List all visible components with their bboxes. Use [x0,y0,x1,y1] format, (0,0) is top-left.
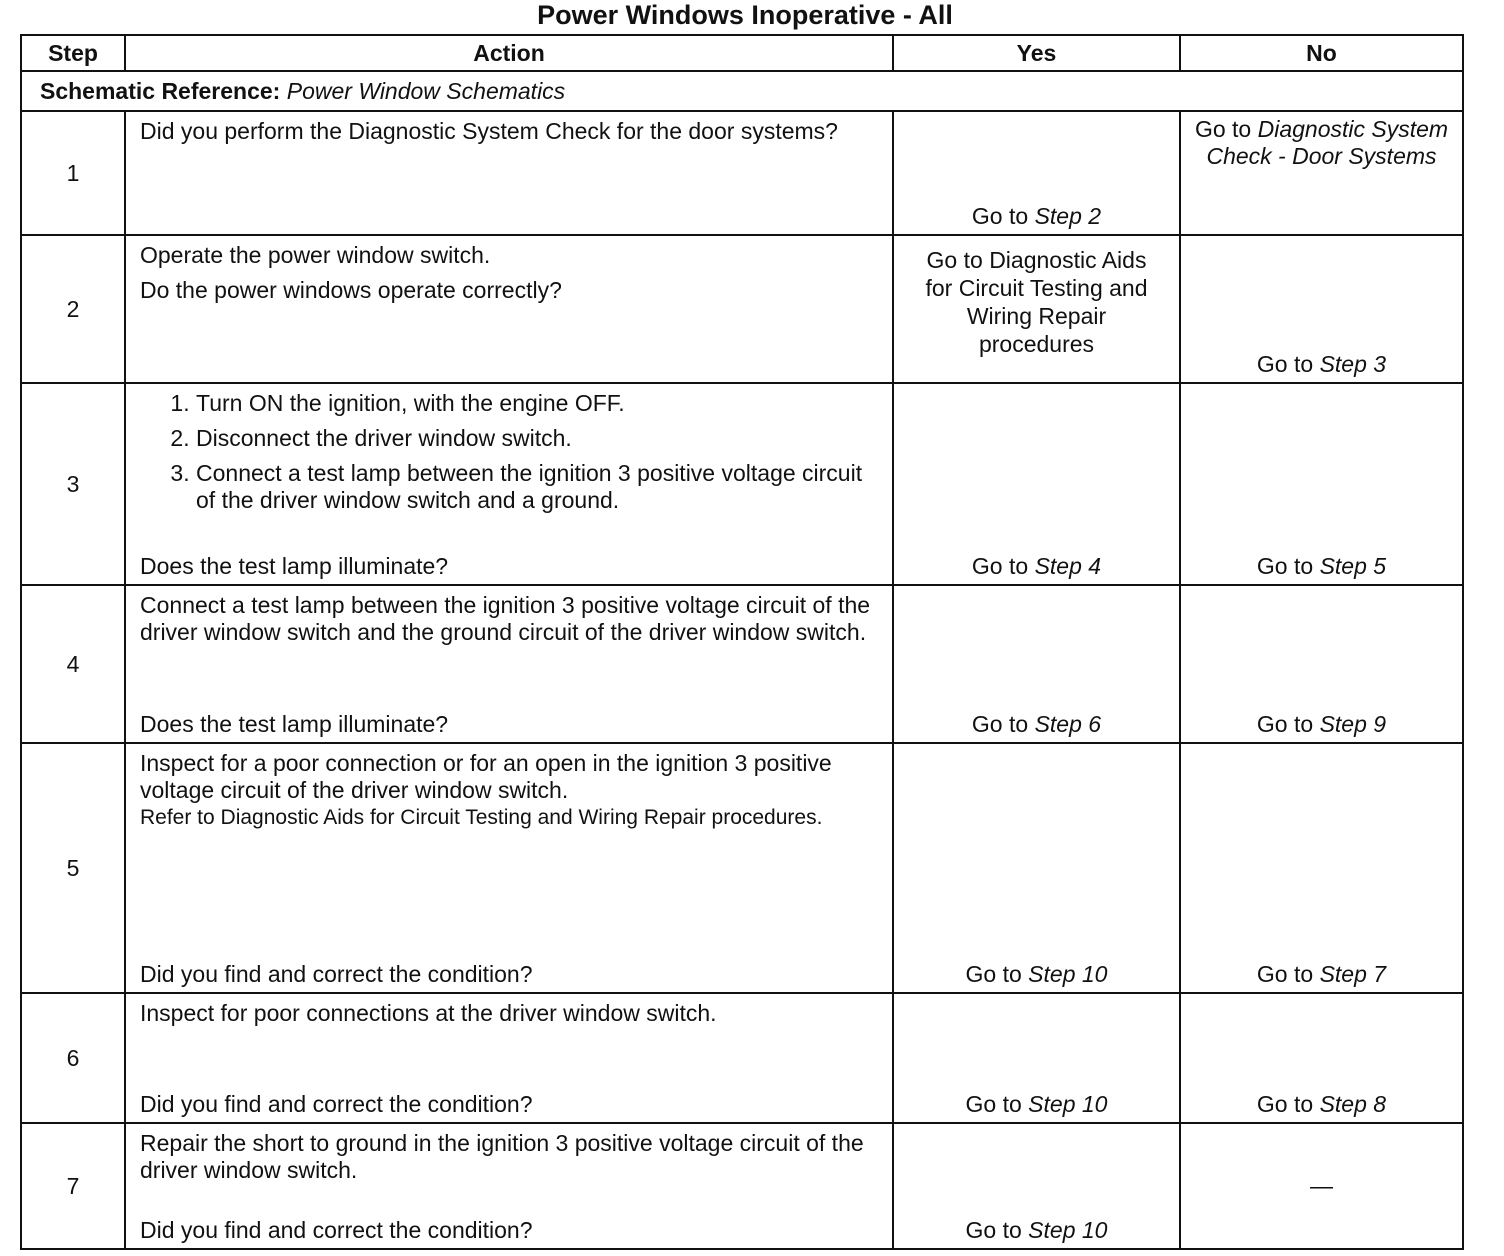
reference-note: Refer to Diagnostic Aids for Circuit Testing and Wiring Repair procedures. [140,806,823,829]
schematic-reference-link[interactable]: Power Window Schematics [286,78,566,104]
schematic-row [21,71,1463,111]
list-item: 1. Turn ON the ignition, with the engine OFF. [196,390,880,417]
step-number: 1 [21,111,125,235]
yes-goto[interactable]: Go to Step 6 [971,711,1102,737]
no-goto[interactable]: Go to Step 5 [1256,553,1387,579]
no-goto[interactable]: Go to Step 7 [1256,961,1387,987]
action-cell [125,1123,893,1249]
table-row [21,383,1463,585]
no-dash: — [1310,1172,1333,1199]
no-cell [1180,111,1463,235]
yes-cell [893,585,1180,743]
no-cell [1180,383,1463,585]
yes-goto[interactable]: Go to Step 10 [965,961,1108,987]
table-row [21,585,1463,743]
schematic-label: Schematic Reference: [40,78,281,104]
yes-cell [893,111,1180,235]
no-cell [1180,743,1463,993]
step-number: 2 [21,235,125,383]
header-action: Action [125,35,893,71]
no-cell [1180,1123,1463,1249]
no-cell [1180,993,1463,1123]
no-goto[interactable]: Go to Step 8 [1256,1091,1387,1117]
yes-cell [893,993,1180,1123]
action-text: Did you perform the Diagnostic System Check for the door systems? [140,118,838,144]
header-row [21,35,1463,71]
action-cell [125,743,893,993]
action-text: Connect a test lamp between the ignition 3 positive voltage circuit of the driver window switch and the ground circuit of the driver window switch. [140,592,871,645]
table-row [21,743,1463,993]
question-text: Did you find and correct the condition? [140,961,533,987]
step-number: 6 [21,993,125,1123]
header-yes: Yes [893,35,1180,71]
procedure-list [140,390,880,514]
action-text: Operate the power window switch. [140,242,491,268]
page-title: Power Windows Inoperative - All [537,0,953,30]
list-item: 2. Disconnect the driver window switch. [196,425,880,452]
list-item: 3. Connect a test lamp between the ignition 3 positive voltage circuit of the driver window switch and a ground. [196,460,880,514]
action-text: Inspect for poor connections at the driver window switch. [140,1000,717,1026]
action-cell [125,585,893,743]
action-cell [125,993,893,1123]
action-text: Inspect for a poor connection or for an open in the ignition 3 positive voltage circuit of the driver window switch. [140,750,832,803]
no-cell [1180,585,1463,743]
table-row [21,235,1463,383]
question-text: Do the power windows operate correctly? [140,277,562,303]
yes-goto[interactable]: Go to Step 10 [965,1091,1108,1117]
question-text: Did you find and correct the condition? [140,1217,533,1243]
action-text: Repair the short to ground in the ignition 3 positive voltage circuit of the driver window switch. [140,1130,864,1183]
no-goto[interactable]: Go to Step 9 [1256,711,1387,737]
yes-cell [893,1123,1180,1249]
table-row [21,993,1463,1123]
yes-cell [893,235,1180,383]
header-no: No [1180,35,1463,71]
yes-goto[interactable]: Go to Diagnostic Aids for Circuit Testing and Wiring Repair procedures [925,247,1148,357]
yes-goto[interactable]: Go to Step 10 [965,1217,1108,1243]
question-text: Does the test lamp illuminate? [140,711,449,737]
diagnostic-table [20,34,1464,1250]
question-text: Does the test lamp illuminate? [140,553,449,579]
step-number: 4 [21,585,125,743]
action-cell [125,383,893,585]
yes-cell [893,743,1180,993]
yes-goto[interactable]: Go to Step 2 [971,203,1102,229]
header-step: Step [21,35,125,71]
no-goto[interactable]: Go to Step 3 [1256,351,1387,377]
action-cell [125,111,893,235]
step-number: 3 [21,383,125,585]
step-number: 5 [21,743,125,993]
question-text: Did you find and correct the condition? [140,1091,533,1117]
no-goto[interactable]: Go to Diagnostic System Check - Door Systems [1194,116,1449,169]
table-row [21,1123,1463,1249]
step-number: 7 [21,1123,125,1249]
table-row [21,111,1463,235]
yes-cell [893,383,1180,585]
yes-goto[interactable]: Go to Step 4 [971,553,1102,579]
no-cell [1180,235,1463,383]
action-cell [125,235,893,383]
